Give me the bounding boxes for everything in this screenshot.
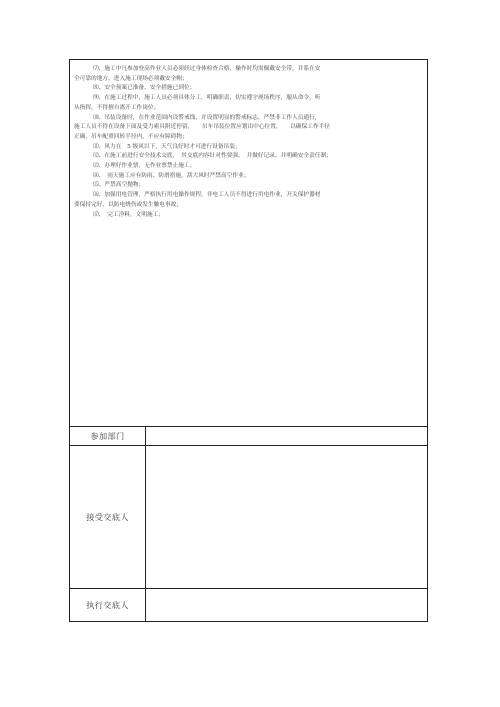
disclosure-form-table bbox=[69, 59, 428, 622]
clause-line: 全可靠的地方，进入施工现场必须戴安全帽； bbox=[74, 75, 188, 82]
disclosure-receiver-row bbox=[70, 446, 427, 589]
safety-clause-list bbox=[74, 65, 426, 220]
clause-line: ⑻、安全预案已准备，安全措施已到位； bbox=[93, 85, 196, 92]
safety-measures-cell bbox=[70, 60, 427, 427]
clause-line: ⒂、严禁高空抛物； bbox=[93, 182, 145, 189]
disclosure-receiver-label: 接受交底人 bbox=[70, 446, 146, 588]
participating-department-field[interactable] bbox=[146, 427, 427, 445]
clause-line: ⒀、办理好作业票，无作业票禁止施工； bbox=[93, 163, 196, 170]
disclosure-receiver-field[interactable] bbox=[146, 446, 427, 588]
clause-line: ⒃、加强用电管理，严格执行用电操作规程，非电工人员不得进行用电作业，开关保护器材 bbox=[93, 192, 321, 199]
clause-line: ⑽、吊装设备时，在作业范围内设警戒线，并设置明显的警戒标志，严禁非工作人员通行， bbox=[93, 114, 321, 121]
disclosure-executor-row bbox=[70, 589, 427, 621]
disclosure-executor-label: 执行交底人 bbox=[70, 589, 146, 621]
clause-line: 从指挥，不得擅自离开工作岗位； bbox=[74, 104, 160, 111]
clause-line: ⑿、在施工前进行安全技术交底， 其交底内容针对性要强， 并做好记录，并明确安全责任制； bbox=[93, 153, 332, 160]
clause-line: ⒁、 雨天施工应有防雨、防滑措施，刮大风时严禁高空作业； bbox=[93, 172, 250, 179]
clause-line: 要保持完好，以防电烧伤或发生触电事故； bbox=[74, 201, 183, 208]
clause-line: ⑾、风力在 5 级风以下，天气良好时才可进行设备吊装； bbox=[93, 143, 241, 150]
clause-line: 施工人员不得在设备下面及受力索具附近停留， 吊车吊装位置应划出中心位置， 以确保工作半径 bbox=[74, 124, 330, 131]
participating-department-label: 参加部门 bbox=[70, 427, 146, 445]
participating-department-row bbox=[70, 427, 427, 446]
clause-line: ⑼、在施工过程中，施工人员必须具体分工，明确职责，切实遵守现场秩序，服从命令，听 bbox=[93, 95, 321, 102]
disclosure-executor-field[interactable] bbox=[146, 589, 427, 621]
clause-line: ⑺、施工中凡参加登高作业人员必须经过身体检查合格，操作时均需佩戴安全带，并系在安 bbox=[93, 66, 321, 72]
clause-line: 正确，吊车配重回转半径内，不应有障碍物； bbox=[74, 133, 188, 140]
clause-line: ⒄、 完工净料，文明施工； bbox=[93, 211, 165, 218]
